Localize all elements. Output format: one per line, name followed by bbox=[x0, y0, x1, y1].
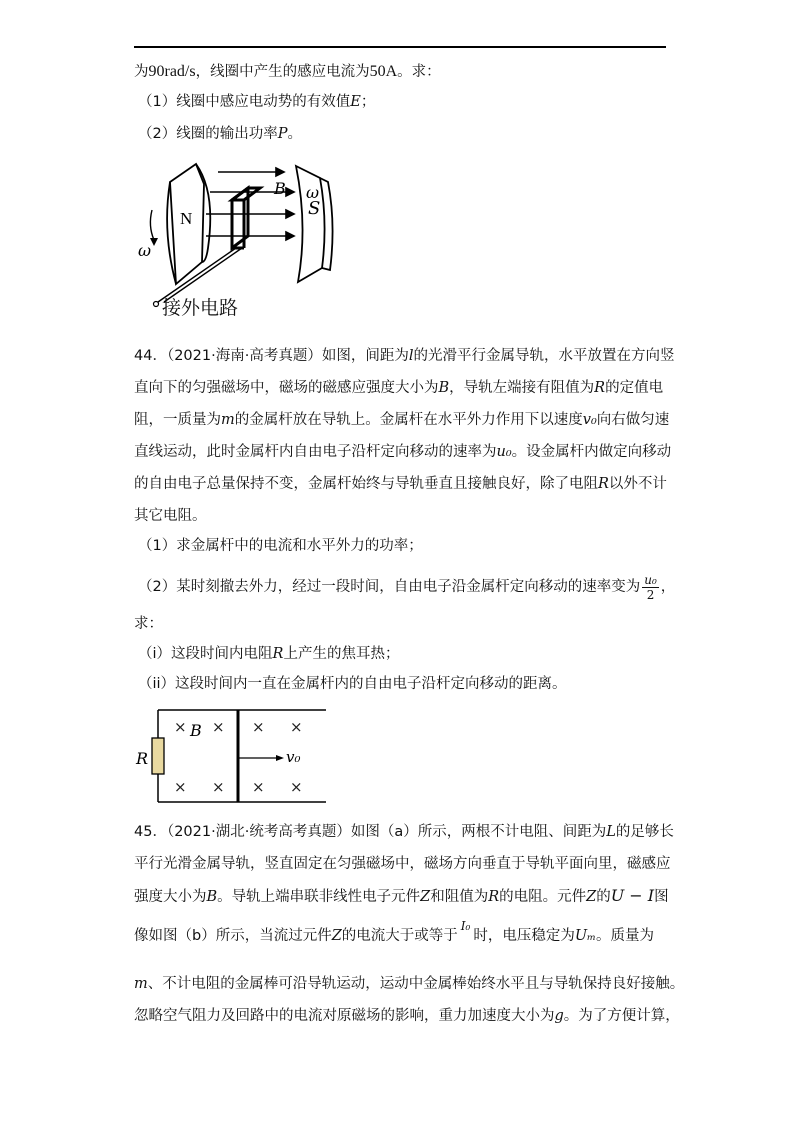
question-2ii: （ii）这段时间内一直在金属杆内的自由电子沿杆定向移动的距离。 bbox=[138, 676, 567, 692]
resistor bbox=[152, 738, 164, 774]
cross-mark: × bbox=[252, 778, 265, 796]
cross-mark: × bbox=[252, 718, 265, 736]
problem-44-line: 44．（2021·海南·高考真题）如图，间距为l的光滑平行金属导轨，水平放置在方向竖 bbox=[134, 348, 675, 364]
cross-mark: × bbox=[290, 778, 303, 796]
pole-n-label: N bbox=[180, 209, 193, 228]
cross-mark: × bbox=[290, 718, 303, 736]
fraction-u0-over-2: $\frac{\text{u₀}}{2}$ bbox=[644, 572, 657, 602]
problem-45-line: 45．（2021·湖北·统考高考真题）如图（a）所示，两根不计电阻、间距为L的足够长 bbox=[134, 824, 674, 840]
problem-44-line: 的自由电子总量保持不变，金属杆始终与导轨垂直且接触良好，除了电阻R以外不计 bbox=[134, 476, 667, 492]
cross-mark: × bbox=[212, 778, 225, 796]
problem-45-line: m、不计电阻的金属棒可沿导轨运动，运动中金属棒始终水平且与导轨保持良好接触。 bbox=[134, 976, 685, 992]
question-2i: （i）这段时间内电阻R上产生的焦耳热； bbox=[138, 646, 400, 662]
omega-left-label: ω bbox=[138, 241, 152, 260]
cross-mark: × bbox=[212, 718, 225, 736]
problem-45-line: 平行光滑金属导轨，竖直固定在匀强磁场中，磁场方向垂直于导轨平面向里，磁感应 bbox=[134, 856, 671, 872]
problem-44-line: 其它电阻。 bbox=[134, 508, 207, 524]
omega-right-label: ω bbox=[306, 183, 320, 202]
problem-45-line: 忽略空气阻力及回路中的电流对原磁场的影响，重力加速度大小为g。为了方便计算， bbox=[134, 1008, 680, 1024]
cross-mark: × bbox=[174, 778, 187, 796]
current-value: 50A bbox=[369, 63, 398, 80]
problem-45-line: 像如图（b）所示，当流过元件Z的电流大于或等于$^{I_0}$时，电压稳定为Uₘ。质量为 bbox=[134, 919, 654, 944]
field-label: B bbox=[274, 179, 286, 198]
question-2: （2）线圈的输出功率P。 bbox=[138, 126, 302, 142]
problem-44-line: 阻，一质量为m的金属杆放在导轨上。金属杆在水平外力作用下以速度v₀向右做匀速 bbox=[134, 412, 670, 428]
velocity-label: v₀ bbox=[286, 748, 301, 766]
cross-mark: × bbox=[174, 718, 187, 736]
question-2-cont: 求： bbox=[134, 616, 163, 632]
field-label: B bbox=[190, 721, 202, 740]
problem-44-line: 直线运动，此时金属杆内自由电子沿杆定向移动的速率为u₀。设金属杆内做定向移动 bbox=[134, 444, 672, 460]
question-2: （2）某时刻撤去外力，经过一段时间，自由电子沿金属杆定向移动的速率变为 $\frac{\text{u₀}}{2}$ ， bbox=[138, 572, 676, 602]
text-line: 为90rad/s，线圈中产生的感应电流为50A。求： bbox=[134, 63, 441, 80]
question-1: （1）线圈中感应电动势的有效值E； bbox=[138, 94, 376, 110]
angular-speed-value: 90rad/s bbox=[148, 63, 196, 80]
problem-44-line: 直向下的匀强磁场中，磁场的磁感应强度大小为B，导轨左端接有阻值为R的定值电 bbox=[134, 380, 664, 396]
question-1: （1）求金属杆中的电流和水平外力的功率； bbox=[138, 538, 423, 554]
pole-s-label: S bbox=[308, 198, 321, 219]
header-rule bbox=[134, 46, 666, 48]
figure-caption: 接外电路 bbox=[162, 297, 239, 319]
rail-circuit-figure bbox=[134, 700, 334, 810]
resistor-label: R bbox=[136, 749, 149, 768]
problem-45-line: 强度大小为B。导轨上端串联非线性电子元件Z和阻值为R的电阻。元件Z的U − I图 bbox=[134, 886, 669, 905]
